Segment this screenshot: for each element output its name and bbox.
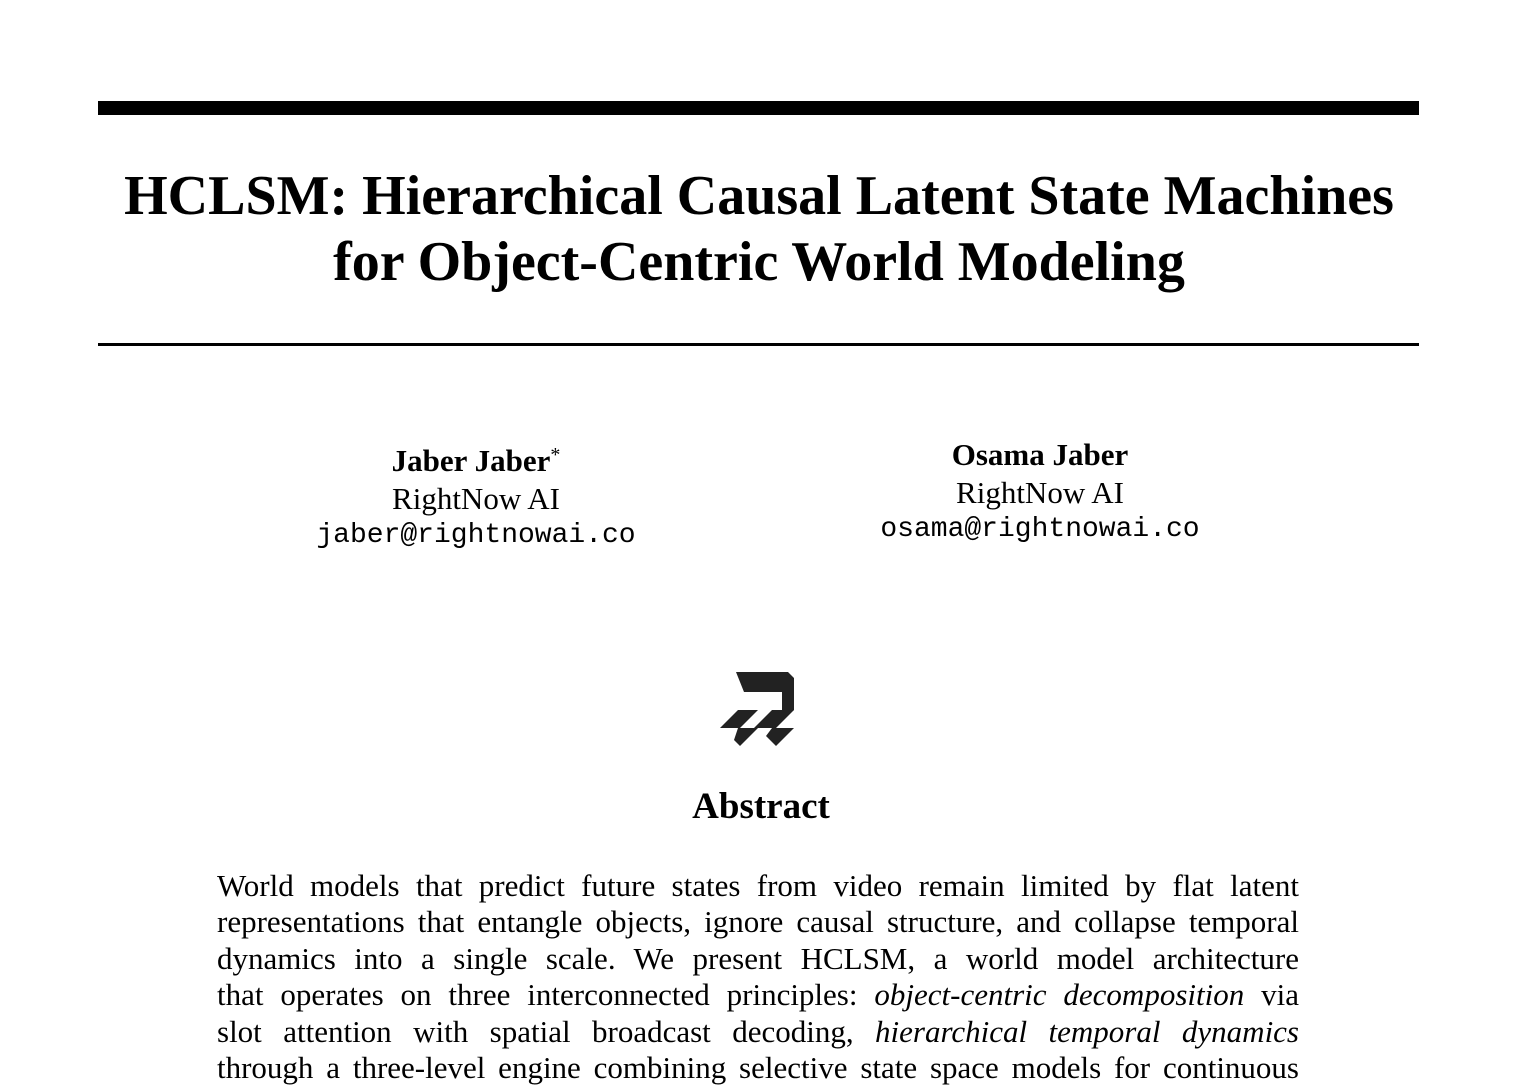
abstract-heading: Abstract	[692, 786, 830, 827]
title-line-2: for Object-Centric World Modeling	[333, 231, 1185, 293]
abstract-line	[217, 868, 1299, 904]
title-bottom-rule	[98, 343, 1419, 346]
abstract-text: through a three-level engine combining selective state space models for continuous	[217, 1050, 1299, 1086]
abstract-line	[217, 941, 1299, 977]
author-affiliation: RightNow AI	[392, 481, 560, 516]
abstract-text: via	[1244, 977, 1299, 1013]
abstract-line	[217, 1014, 1299, 1050]
rightnow-ai-logo-icon	[716, 670, 796, 750]
author-name-text: Osama Jaber	[951, 437, 1129, 472]
abstract-emphasis: hierarchical temporal dynamics	[875, 1013, 1299, 1049]
abstract-text: slot attention with spatial broadcast decoding,	[217, 1013, 876, 1049]
author-email[interactable]: jaber@rightnowai.co	[316, 520, 636, 551]
author-affiliation: RightNow AI	[956, 475, 1124, 510]
title-line-1: HCLSM: Hierarchical Causal Latent State Machines	[124, 165, 1394, 227]
abstract-text: representations that entangle objects, ignore causal structure, and collapse temporal	[217, 904, 1299, 940]
author-email[interactable]: osama@rightnowai.co	[880, 514, 1200, 545]
abstract-line	[217, 904, 1299, 940]
author-block-2	[790, 436, 1290, 549]
abstract-emphasis: object-centric decomposition	[874, 977, 1245, 1013]
author-name-text: Jaber Jaber	[391, 443, 551, 478]
title-top-rule	[98, 101, 1419, 115]
author-name	[226, 436, 726, 480]
paper-title	[60, 163, 1458, 295]
abstract-text: dynamics into a single scale. We present HCLSM, a world model architecture	[217, 940, 1299, 976]
abstract-line	[217, 977, 1299, 1013]
author-block-1	[226, 436, 726, 555]
author-footnote-marker: *	[550, 444, 561, 466]
abstract-line	[217, 1050, 1299, 1086]
abstract-body	[217, 868, 1299, 1086]
abstract-text: World models that predict future states from video remain limited by flat latent	[217, 868, 1299, 903]
abstract-text: that operates on three interconnected principles:	[217, 977, 875, 1013]
author-name	[790, 436, 1290, 474]
